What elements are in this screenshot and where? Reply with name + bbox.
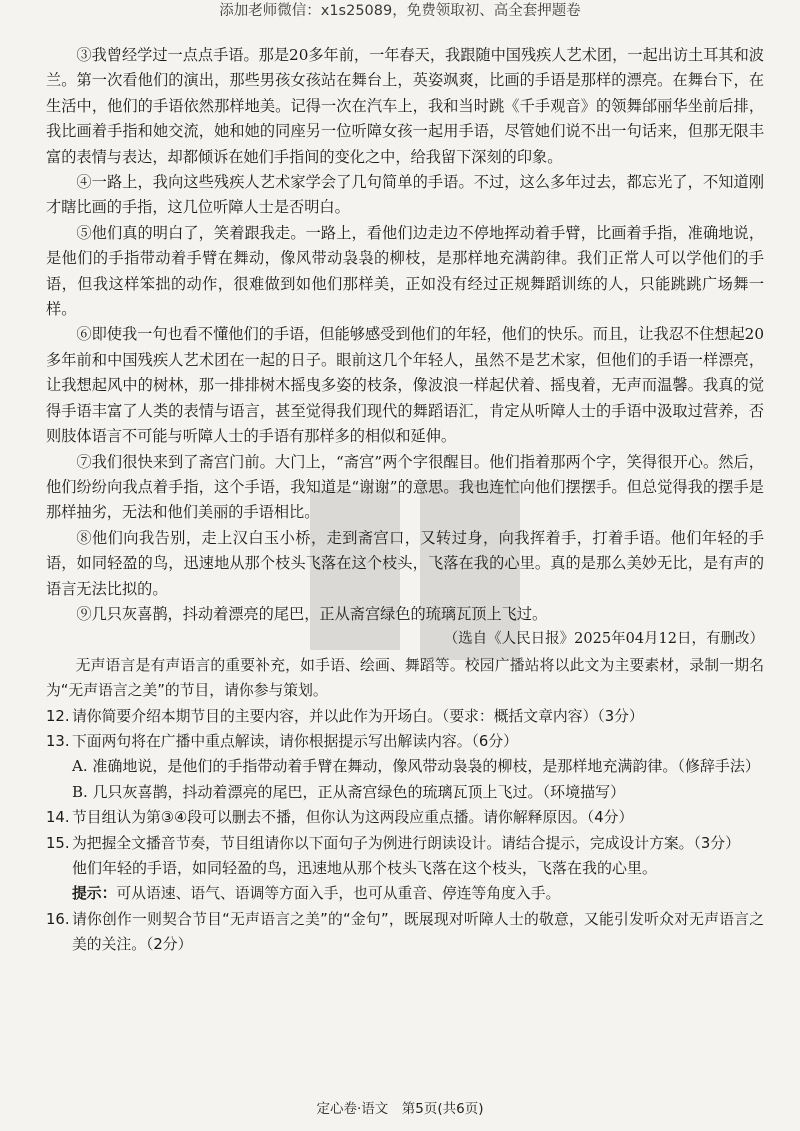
question-12 bbox=[46, 704, 764, 729]
paragraph-8: ⑧他们向我告别，走上汉白玉小桥，走到斋宫口，又转过身，向我挥着手，打着手语。他们年轻的手语，如同轻盈的鸟，迅速地从那个枝头飞落在这个枝头，飞落在我的心里。真的是那么美妙无比，是有声的语言无法比拟的。 bbox=[46, 528, 764, 598]
question-13-item-b: B. 几只灰喜鹊，抖动着漂亮的尾巴，正从斋宫绿色的琉璃瓦顶上飞过。（环境描写） bbox=[72, 782, 626, 801]
question-text: 请你简要介绍本期节目的主要内容，并以此作为开场白。（要求：概括文章内容）（3分） bbox=[72, 707, 644, 725]
question-15-sentence: 他们年轻的手语，如同轻盈的鸟，迅速地从那个枝头飞落在这个枝头，飞落在我的心里。 bbox=[72, 859, 658, 877]
question-number: 16. bbox=[46, 910, 70, 928]
paragraph-9: ⑨几只灰喜鹊，抖动着漂亮的尾巴，正从斋宫绿色的琉璃瓦顶上飞过。 bbox=[76, 604, 548, 623]
task-intro: 无声语言是有声语言的重要补充，如手语、绘画、舞蹈等。校园广播站将以此文为主要素材，录制一期名为“无声语言之美”的节目，请你参与策划。 bbox=[46, 656, 764, 700]
hint-text: 可从语速、语气、语调等方面入手，也可从重音、停连等角度入手。 bbox=[116, 885, 561, 903]
page-content bbox=[46, 43, 764, 958]
question-number: 14. bbox=[46, 809, 70, 827]
hint-label: 提示： bbox=[72, 885, 117, 903]
paragraph-3: ③我曾经学过一点点手语。那是20多年前，一年春天，我跟随中国残疾人艺术团，一起出访土耳其和波兰。第一次看他们的演出，那些男孩女孩站在舞台上，英姿飒爽，比画的手语是那样的漂亮。在舞台下，在生活中，他们的手语依然那样地美。记得一次在汽车上，我和当时跳《千手观音》的领舞邰丽华坐前后排，我比画着手指和她交流，她和她的同座另一位听障女孩一起用手语，尽管她们说不出一句话来，但那无限丰富的表情与表达，却都倾诉在她们手指间的变化之中，给我留下深刻的印象。 bbox=[46, 46, 764, 166]
paragraph-4: ④一路上，我向这些残疾人艺术家学会了几句简单的手语。不过，这么多年过去，都忘光了，不知道刚才瞎比画的手指，这几位听障人士是否明白。 bbox=[46, 173, 764, 217]
paragraph-5: ⑤他们真的明白了，笑着跟我走。一路上，看他们边走边不停地挥动着手臂，比画着手指，准确地说，是他们的手指带动着手臂在舞动，像风带动袅袅的柳枝，是那样地充满韵律。我们正常人可以学他们的手语，但我这样笨拙的动作，很难做到如他们那样美，正如没有经过正规舞蹈训练的人，只能跳跳广场舞一样。 bbox=[46, 223, 764, 319]
question-13 bbox=[46, 729, 764, 754]
page-footer: 定心卷·语文 第5页(共6页) bbox=[316, 1101, 484, 1117]
question-number: 15. bbox=[46, 834, 70, 852]
question-15-hint bbox=[72, 881, 764, 906]
question-text: 节目组认为第③④段可以删去不播，但你认为这两段应重点播。请你解释原因。（4分） bbox=[72, 809, 634, 827]
question-text: 请你创作一则契合节目“无声语言之美”的“金句”，既展现对听障人士的敬意，又能引发听众对无声语言之美的关注。（2分） bbox=[72, 910, 764, 954]
question-text: 下面两句将在广播中重点解读，请你根据提示写出解读内容。（6分） bbox=[72, 732, 518, 750]
promo-banner: 添加老师微信：x1s25089，免费领取初、高全套押题卷 bbox=[219, 3, 581, 19]
paragraph-7: ⑦我们很快来到了斋宫门前。大门上，“斋宫”两个字很醒目。他们指着那两个字，笑得很开心。然后，他们纷纷向我点着手指，这个手语，我知道是“谢谢”的意思。我也连忙向他们摆摆手。但总觉得我的摆手是那样抽劣，无法和他们美丽的手语相比。 bbox=[46, 452, 764, 522]
paragraph-6: ⑥即使我一句也看不懂他们的手语，但能够感受到他们的年轻，他们的快乐。而且，让我忍不住想起20多年前和中国残疾人艺术团在一起的日子。眼前这几个年轻人，虽然不是艺术家，但他们的手语一样漂亮，让我想起风中的树林，那一排排树木摇曳多姿的枝条，像波浪一样起伏着、摇曳着，无声而温馨。我真的觉得手语丰富了人类的表情与语言，甚至觉得我们现代的舞蹈语汇，肯定从听障人士的手语中汲取过营养，否则肢体语言不可能与听障人士的手语有那样多的相似和延伸。 bbox=[46, 325, 764, 446]
question-15 bbox=[46, 831, 764, 856]
question-number: 12. bbox=[46, 707, 70, 725]
question-number: 13. bbox=[46, 732, 70, 750]
article-source: （选自《人民日报》2025年04月12日，有删改） bbox=[443, 631, 764, 648]
question-text: 为把握全文播音节奏，节目组请你以下面句子为例进行朗读设计。请结合提示，完成设计方案。（3分） bbox=[72, 834, 740, 852]
question-13-item-a: A. 准确地说，是他们的手指带动着手臂在舞动，像风带动袅袅的柳枝，是那样地充满韵律。（修辞手法） bbox=[72, 757, 760, 776]
question-16 bbox=[46, 907, 764, 958]
question-14 bbox=[46, 805, 764, 830]
